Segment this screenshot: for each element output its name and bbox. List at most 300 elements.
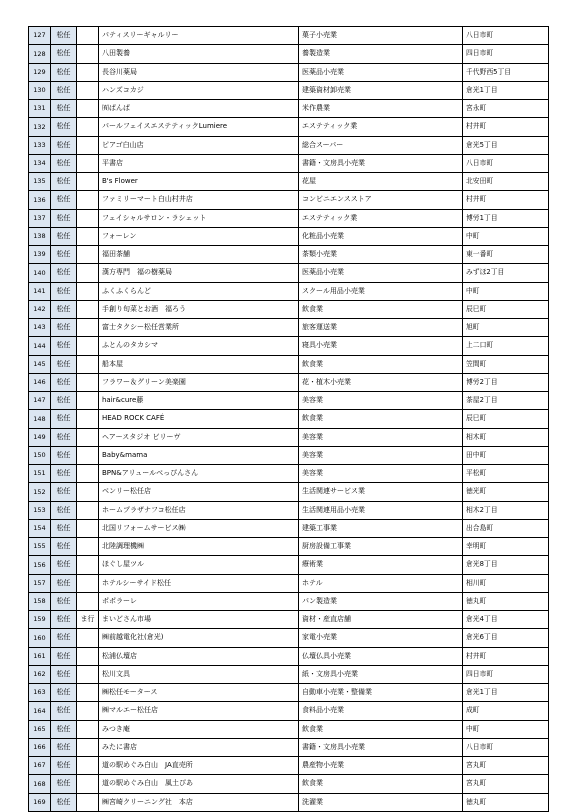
area-cell: 松任 [51, 665, 77, 683]
location-cell: 平松町 [463, 465, 549, 483]
index-mark-cell [77, 592, 99, 610]
area-cell: 松任 [51, 337, 77, 355]
location-cell: 倉光4丁目 [463, 611, 549, 629]
location-cell: 倉光1丁目 [463, 81, 549, 99]
table-row [29, 684, 549, 702]
table-row [29, 154, 549, 172]
industry-cell: 飲食業 [299, 410, 463, 428]
industry-cell: 飲食業 [299, 720, 463, 738]
area-cell: 松任 [51, 738, 77, 756]
index-mark-cell [77, 173, 99, 191]
area-cell: 松任 [51, 373, 77, 391]
location-cell: 宮永町 [463, 100, 549, 118]
row-number: 141 [29, 282, 51, 300]
table-row [29, 246, 549, 264]
table-row [29, 392, 549, 410]
index-mark-cell [77, 647, 99, 665]
industry-cell: 生活関連用品小売業 [299, 501, 463, 519]
area-cell: 松任 [51, 227, 77, 245]
row-number: 143 [29, 319, 51, 337]
store-name-cell: 福田茶舗 [99, 246, 299, 264]
store-name-cell: 富士タクシー松任営業所 [99, 319, 299, 337]
store-name-cell: 手創り旬菜とお酒 福ろう [99, 300, 299, 318]
industry-cell: 茶類小売業 [299, 246, 463, 264]
store-name-cell: みつき庵 [99, 720, 299, 738]
index-mark-cell [77, 191, 99, 209]
location-cell: 田中町 [463, 446, 549, 464]
index-mark-cell [77, 702, 99, 720]
index-mark-cell [77, 410, 99, 428]
location-cell: 徳丸町 [463, 592, 549, 610]
row-number: 160 [29, 629, 51, 647]
location-cell: 中町 [463, 282, 549, 300]
location-cell: 相川町 [463, 574, 549, 592]
industry-cell: 寝具小売業 [299, 337, 463, 355]
industry-cell: 美容業 [299, 465, 463, 483]
index-mark-cell [77, 209, 99, 227]
store-name-cell: ほぐし屋ツル [99, 556, 299, 574]
store-name-cell: HEAD ROCK CAFÉ [99, 410, 299, 428]
store-name-cell: ポポラーレ [99, 592, 299, 610]
table-row [29, 209, 549, 227]
table-row [29, 355, 549, 373]
row-number: 135 [29, 173, 51, 191]
row-number: 153 [29, 501, 51, 519]
area-cell: 松任 [51, 465, 77, 483]
table-row [29, 483, 549, 501]
store-name-cell: フォーレン [99, 227, 299, 245]
store-name-cell: みたに書店 [99, 738, 299, 756]
industry-cell: 洗濯業 [299, 793, 463, 811]
store-name-cell: 道の駅めぐみ白山 JA直売所 [99, 757, 299, 775]
industry-cell: 建築工事業 [299, 519, 463, 537]
store-name-cell: 松川文具 [99, 665, 299, 683]
row-number: 129 [29, 63, 51, 81]
row-number: 152 [29, 483, 51, 501]
location-cell: 上二口町 [463, 337, 549, 355]
row-number: 128 [29, 45, 51, 63]
table-row [29, 373, 549, 391]
location-cell: 倉光6丁目 [463, 629, 549, 647]
index-mark-cell [77, 793, 99, 811]
table-row [29, 720, 549, 738]
index-mark-cell [77, 154, 99, 172]
index-mark-cell [77, 27, 99, 45]
table-row [29, 81, 549, 99]
index-mark-cell [77, 264, 99, 282]
row-number: 155 [29, 538, 51, 556]
store-name-cell: 八田製養 [99, 45, 299, 63]
store-name-cell: パールフェイスエステティックLumiere [99, 118, 299, 136]
store-name-cell: ホームプラザナフコ松任店 [99, 501, 299, 519]
industry-cell: コンビニエンスストア [299, 191, 463, 209]
industry-cell: 紙・文房具小売業 [299, 665, 463, 683]
location-cell: 八日市町 [463, 27, 549, 45]
index-mark-cell [77, 136, 99, 154]
industry-cell: 養製造業 [299, 45, 463, 63]
area-cell: 松任 [51, 319, 77, 337]
area-cell: 松任 [51, 720, 77, 738]
index-mark-cell [77, 465, 99, 483]
location-cell: 中町 [463, 720, 549, 738]
table-row [29, 118, 549, 136]
industry-cell: 美容業 [299, 392, 463, 410]
table-row [29, 428, 549, 446]
area-cell: 松任 [51, 793, 77, 811]
row-number: 161 [29, 647, 51, 665]
industry-cell: 総合スーパー [299, 136, 463, 154]
table-row [29, 319, 549, 337]
location-cell: 村井町 [463, 118, 549, 136]
index-mark-cell [77, 373, 99, 391]
store-name-cell: ㈱宮崎クリーニング社 本店 [99, 793, 299, 811]
index-mark-cell [77, 501, 99, 519]
row-number: 154 [29, 519, 51, 537]
table-row [29, 665, 549, 683]
table-row [29, 227, 549, 245]
index-mark-cell [77, 775, 99, 793]
area-cell: 松任 [51, 483, 77, 501]
row-number: 144 [29, 337, 51, 355]
area-cell: 松任 [51, 538, 77, 556]
table-row [29, 629, 549, 647]
index-mark-cell [77, 738, 99, 756]
industry-cell: 飲食業 [299, 355, 463, 373]
store-name-cell: Baby&mama [99, 446, 299, 464]
row-number: 168 [29, 775, 51, 793]
store-name-cell: 平書店 [99, 154, 299, 172]
industry-cell: 農産物小売業 [299, 757, 463, 775]
index-mark-cell [77, 629, 99, 647]
store-name-cell: ㈱マルエー松任店 [99, 702, 299, 720]
index-mark-cell [77, 355, 99, 373]
store-name-cell: ㈲ぱんぱ [99, 100, 299, 118]
area-cell: 松任 [51, 446, 77, 464]
area-cell: 松任 [51, 264, 77, 282]
table-row [29, 191, 549, 209]
row-number: 132 [29, 118, 51, 136]
row-number: 134 [29, 154, 51, 172]
table-row [29, 410, 549, 428]
index-mark-cell [77, 246, 99, 264]
index-mark-cell [77, 556, 99, 574]
table-row [29, 45, 549, 63]
area-cell: 松任 [51, 173, 77, 191]
industry-cell: 家電小売業 [299, 629, 463, 647]
location-cell: 辰巳町 [463, 410, 549, 428]
store-list-page [28, 26, 548, 812]
store-name-cell: フェイシャルサロン・ラシェット [99, 209, 299, 227]
index-mark-cell [77, 446, 99, 464]
industry-cell: 生活関連サービス業 [299, 483, 463, 501]
row-number: 140 [29, 264, 51, 282]
area-cell: 松任 [51, 592, 77, 610]
store-name-cell: 道の駅めぐみ白山 風土ぴあ [99, 775, 299, 793]
row-number: 150 [29, 446, 51, 464]
location-cell: 旭町 [463, 319, 549, 337]
row-number: 137 [29, 209, 51, 227]
row-number: 145 [29, 355, 51, 373]
store-name-cell: BPN&アリュールべっぴんさん [99, 465, 299, 483]
industry-cell: ホテル [299, 574, 463, 592]
index-mark-cell [77, 428, 99, 446]
row-number: 127 [29, 27, 51, 45]
area-cell: 松任 [51, 191, 77, 209]
industry-cell: 資材・産直店舗 [299, 611, 463, 629]
store-name-cell: ふくふくらんど [99, 282, 299, 300]
index-mark-cell [77, 757, 99, 775]
location-cell: 倉光5丁目 [463, 136, 549, 154]
row-number: 165 [29, 720, 51, 738]
row-number: 169 [29, 793, 51, 811]
index-mark-cell [77, 63, 99, 81]
index-mark-cell [77, 538, 99, 556]
location-cell: 村井町 [463, 647, 549, 665]
table-row [29, 611, 549, 629]
industry-cell: 米作農業 [299, 100, 463, 118]
area-cell: 松任 [51, 355, 77, 373]
area-cell: 松任 [51, 611, 77, 629]
index-mark-cell [77, 483, 99, 501]
area-cell: 松任 [51, 410, 77, 428]
industry-cell: 美容業 [299, 428, 463, 446]
table-row [29, 173, 549, 191]
industry-cell: エステティック業 [299, 118, 463, 136]
location-cell: みずほ2丁目 [463, 264, 549, 282]
area-cell: 松任 [51, 556, 77, 574]
store-name-cell: ファミリーマート白山村井店 [99, 191, 299, 209]
store-name-cell: 北陸調理機㈱ [99, 538, 299, 556]
location-cell: 村井町 [463, 191, 549, 209]
row-number: 166 [29, 738, 51, 756]
row-number: 156 [29, 556, 51, 574]
industry-cell: 旅客運送業 [299, 319, 463, 337]
industry-cell: 書籍・文房具小売業 [299, 738, 463, 756]
table-row [29, 465, 549, 483]
table-row [29, 446, 549, 464]
table-row [29, 592, 549, 610]
location-cell: 相木町 [463, 428, 549, 446]
row-number: 147 [29, 392, 51, 410]
location-cell: 東一番町 [463, 246, 549, 264]
table-row [29, 538, 549, 556]
industry-cell: 厨房設備工事業 [299, 538, 463, 556]
row-number: 151 [29, 465, 51, 483]
industry-cell: 医薬品小売業 [299, 264, 463, 282]
area-cell: 松任 [51, 574, 77, 592]
table-row [29, 63, 549, 81]
area-cell: 松任 [51, 27, 77, 45]
store-table-body [29, 27, 549, 812]
table-row [29, 136, 549, 154]
location-cell: 辰巳町 [463, 300, 549, 318]
store-name-cell: 漢方専門 福の樹薬局 [99, 264, 299, 282]
industry-cell: 食料品小売業 [299, 702, 463, 720]
index-mark-cell [77, 319, 99, 337]
area-cell: 松任 [51, 300, 77, 318]
area-cell: 松任 [51, 684, 77, 702]
row-number: 149 [29, 428, 51, 446]
industry-cell: 花屋 [299, 173, 463, 191]
area-cell: 松任 [51, 246, 77, 264]
row-number: 162 [29, 665, 51, 683]
location-cell: 倉光8丁目 [463, 556, 549, 574]
area-cell: 松任 [51, 757, 77, 775]
table-row [29, 793, 549, 811]
industry-cell: 書籍・文房具小売業 [299, 154, 463, 172]
store-name-cell: ホテルシーサイド松任 [99, 574, 299, 592]
index-mark-cell [77, 282, 99, 300]
location-cell: 宮丸町 [463, 775, 549, 793]
location-cell: 幸明町 [463, 538, 549, 556]
store-name-cell: 北国リフォームサービス㈱ [99, 519, 299, 537]
area-cell: 松任 [51, 63, 77, 81]
store-name-cell: ふとんのタカシマ [99, 337, 299, 355]
industry-cell: 花・植木小売業 [299, 373, 463, 391]
location-cell: 八日市町 [463, 154, 549, 172]
index-mark-cell [77, 574, 99, 592]
area-cell: 松任 [51, 45, 77, 63]
area-cell: 松任 [51, 154, 77, 172]
table-row [29, 556, 549, 574]
industry-cell: 仏壇仏具小売業 [299, 647, 463, 665]
index-mark-cell [77, 227, 99, 245]
index-mark-cell [77, 684, 99, 702]
location-cell: 笠間町 [463, 355, 549, 373]
row-number: 159 [29, 611, 51, 629]
area-cell: 松任 [51, 81, 77, 99]
area-cell: 松任 [51, 282, 77, 300]
table-row [29, 282, 549, 300]
industry-cell: エステティック業 [299, 209, 463, 227]
store-name-cell: ㈱松任モータース [99, 684, 299, 702]
industry-cell: 自動車小売業・整備業 [299, 684, 463, 702]
index-mark-cell [77, 300, 99, 318]
area-cell: 松任 [51, 100, 77, 118]
area-cell: 松任 [51, 136, 77, 154]
location-cell: 千代野西5丁目 [463, 63, 549, 81]
table-row [29, 702, 549, 720]
store-name-cell: まいどさん市場 [99, 611, 299, 629]
industry-cell: 美容業 [299, 446, 463, 464]
row-number: 163 [29, 684, 51, 702]
index-mark-cell [77, 100, 99, 118]
industry-cell: 建築資材卸売業 [299, 81, 463, 99]
store-name-cell: フラワー＆グリーン美楽園 [99, 373, 299, 391]
location-cell: 四日市町 [463, 665, 549, 683]
area-cell: 松任 [51, 501, 77, 519]
store-name-cell: B's Flower [99, 173, 299, 191]
index-mark-cell [77, 519, 99, 537]
location-cell: 八日市町 [463, 738, 549, 756]
store-name-cell: パティスリーギャルリー [99, 27, 299, 45]
store-name-cell: hair&cure藤 [99, 392, 299, 410]
table-row [29, 27, 549, 45]
location-cell: 宮丸町 [463, 757, 549, 775]
industry-cell: 療術業 [299, 556, 463, 574]
area-cell: 松任 [51, 428, 77, 446]
area-cell: 松任 [51, 775, 77, 793]
table-row [29, 264, 549, 282]
row-number: 148 [29, 410, 51, 428]
table-row [29, 738, 549, 756]
store-name-cell: ベンリー松任店 [99, 483, 299, 501]
row-number: 157 [29, 574, 51, 592]
row-number: 130 [29, 81, 51, 99]
table-row [29, 757, 549, 775]
row-number: 133 [29, 136, 51, 154]
row-number: 158 [29, 592, 51, 610]
area-cell: 松任 [51, 629, 77, 647]
row-number: 146 [29, 373, 51, 391]
location-cell: 倉光1丁目 [463, 684, 549, 702]
area-cell: 松任 [51, 702, 77, 720]
table-row [29, 337, 549, 355]
row-number: 139 [29, 246, 51, 264]
index-mark-cell [77, 81, 99, 99]
location-cell: 中町 [463, 227, 549, 245]
index-mark-cell [77, 665, 99, 683]
table-row [29, 574, 549, 592]
row-number: 142 [29, 300, 51, 318]
location-cell: 成町 [463, 702, 549, 720]
location-cell: 北安田町 [463, 173, 549, 191]
store-name-cell: 長谷川薬局 [99, 63, 299, 81]
location-cell: 茶屋2丁目 [463, 392, 549, 410]
location-cell: 相木2丁目 [463, 501, 549, 519]
area-cell: 松任 [51, 519, 77, 537]
index-mark-cell [77, 720, 99, 738]
industry-cell: 飲食業 [299, 300, 463, 318]
store-name-cell: ヘアースタジオ ビリーヴ [99, 428, 299, 446]
area-cell: 松任 [51, 647, 77, 665]
table-row [29, 647, 549, 665]
location-cell: 出合島町 [463, 519, 549, 537]
row-number: 167 [29, 757, 51, 775]
table-row [29, 300, 549, 318]
row-number: 131 [29, 100, 51, 118]
area-cell: 松任 [51, 118, 77, 136]
store-table [28, 26, 549, 812]
area-cell: 松任 [51, 392, 77, 410]
table-row [29, 501, 549, 519]
row-number: 136 [29, 191, 51, 209]
table-row [29, 775, 549, 793]
industry-cell: 化粧品小売業 [299, 227, 463, 245]
table-row [29, 519, 549, 537]
store-name-cell: ハンズコカジ [99, 81, 299, 99]
store-name-cell: ㈱前越電化社(倉光) [99, 629, 299, 647]
location-cell: 四日市町 [463, 45, 549, 63]
table-row [29, 100, 549, 118]
location-cell: 徳丸町 [463, 793, 549, 811]
row-number: 138 [29, 227, 51, 245]
index-mark-cell [77, 118, 99, 136]
industry-cell: スクール用品小売業 [299, 282, 463, 300]
location-cell: 博労1丁目 [463, 209, 549, 227]
industry-cell: 医薬品小売業 [299, 63, 463, 81]
index-mark-cell [77, 392, 99, 410]
industry-cell: パン製造業 [299, 592, 463, 610]
area-cell: 松任 [51, 209, 77, 227]
store-name-cell: 松浦仏壇店 [99, 647, 299, 665]
location-cell: 博労2丁目 [463, 373, 549, 391]
store-name-cell: 船本屋 [99, 355, 299, 373]
store-name-cell: ピアゴ白山店 [99, 136, 299, 154]
location-cell: 徳光町 [463, 483, 549, 501]
industry-cell: 菓子小売業 [299, 27, 463, 45]
row-number: 164 [29, 702, 51, 720]
